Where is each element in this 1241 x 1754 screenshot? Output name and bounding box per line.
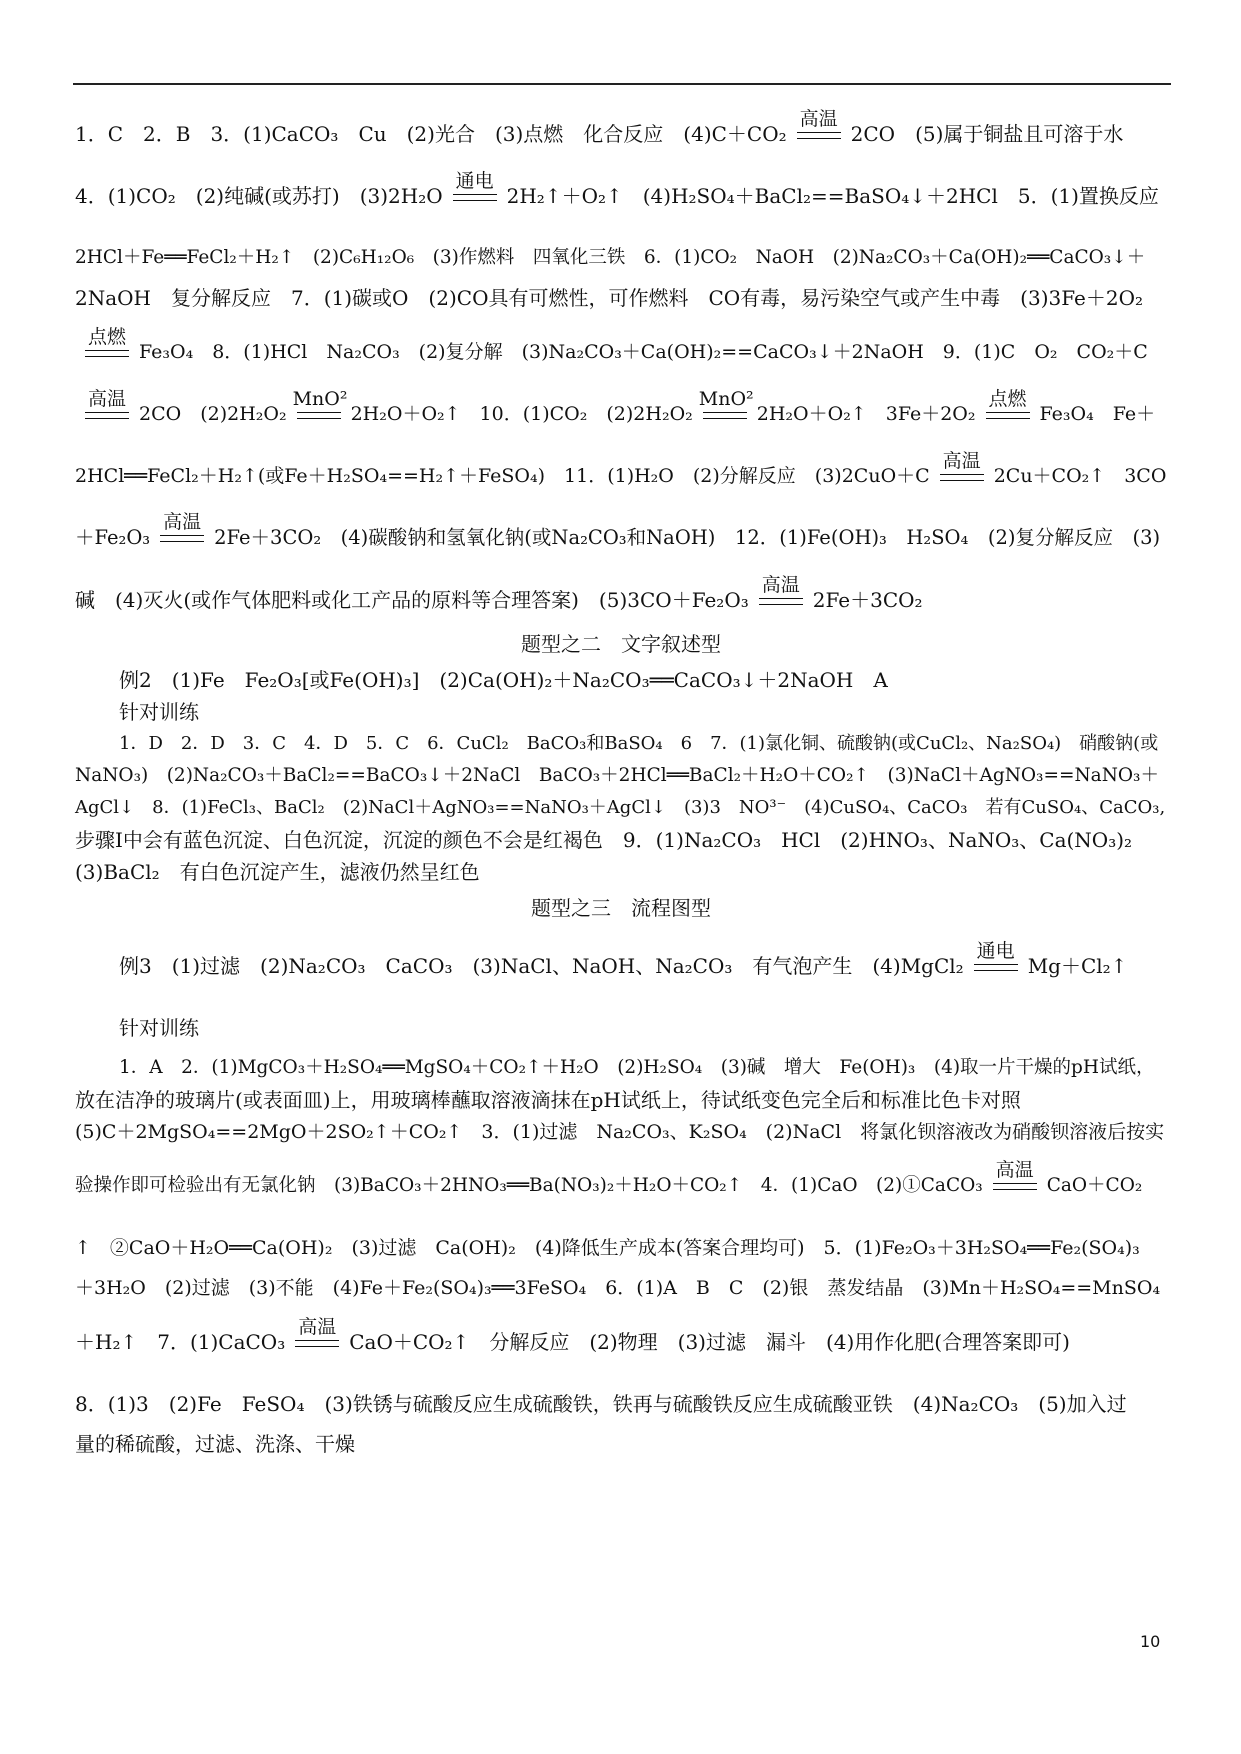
reaction-condition: [970, 940, 1022, 968]
double-bar: [85, 350, 129, 357]
double-bar: [297, 412, 341, 419]
answer-text: 2Fe＋3CO₂: [812, 588, 923, 612]
reaction-condition: [698, 387, 754, 416]
text-line: [75, 282, 1167, 314]
double-bar: [759, 598, 803, 605]
reaction-condition: [793, 108, 845, 136]
text-line: [75, 376, 1167, 438]
text-line: [75, 1272, 1167, 1304]
reaction-condition: [292, 387, 348, 416]
text-line: [75, 1428, 1167, 1460]
section-heading: 题型之二 文字叙述型: [521, 632, 721, 656]
text-line: [75, 664, 1167, 696]
answer-text: Mg＋Cl₂↑: [1027, 954, 1128, 978]
text-line: [75, 1052, 1167, 1084]
answer-text: (3)BaCl₂ 有白色沉淀产生，滤液仍然呈红色: [75, 860, 480, 884]
reaction-condition: [291, 1316, 343, 1344]
text-line: [75, 760, 1167, 792]
reaction-condition: [989, 1158, 1041, 1187]
answer-text: 2HCl══FeCl₂＋H₂↑(或Fe＋H₂SO₄==H₂↑＋FeSO₄) 11．(1)H₂O (2)分解反应 (3)2CuO＋C: [75, 465, 930, 487]
answer-text: 2CO (2)2H₂O₂: [139, 403, 287, 425]
text-line: [75, 856, 1167, 888]
answer-text: 碱 (4)灭火(或作气体肥料或化工产品的原料等合理答案) (5)3CO＋Fe₂O₃: [75, 588, 749, 612]
reaction-condition: [81, 387, 133, 416]
text-line: [75, 220, 1167, 282]
answer-text: ＋Fe₂O₃: [75, 526, 151, 549]
answer-text: 2Fe＋3CO₂ (4)碳酸钠和氢氧化钠(或Na₂CO₃和NaOH) 12．(1)Fe(OH)₃ H₂SO₄ (2)复分解反应 (3): [214, 526, 1161, 549]
answer-content: [75, 96, 1167, 1460]
answer-text: CaO＋CO₂: [1046, 1175, 1143, 1196]
section-heading: 题型之三 流程图型: [531, 896, 711, 920]
text-line: [75, 562, 1167, 624]
text-line: [75, 96, 1167, 158]
double-bar: [974, 964, 1018, 971]
condition-label: 高温: [761, 574, 800, 596]
reaction-condition: [936, 449, 988, 478]
text-line: [75, 1084, 1167, 1116]
condition-label: 通电: [976, 940, 1015, 962]
text-line: [75, 1210, 1167, 1272]
answer-text: AgCl↓ 8．(1)FeCl₃、BaCl₂ (2)NaCl＋AgNO₃==NaNO₃＋AgCl↓ (3)3 NO³⁻ (4)CuSO₄、CaCO₃ 若有CuSO₄、CaCO₃,: [75, 797, 1166, 818]
text-line: [75, 792, 1167, 824]
answer-text: 例3 (1)过滤 (2)Na₂CO₃ CaCO₃ (3)NaCl、NaOH、Na₂CO₃ 有气泡产生 (4)MgCl₂: [119, 954, 964, 978]
double-bar: [85, 412, 129, 419]
text-line: [75, 1148, 1167, 1210]
answer-text: 2H₂↑＋O₂↑ (4)H₂SO₄＋BaCl₂==BaSO₄↓＋2HCl 5．(1)置换反应: [506, 184, 1159, 208]
double-bar: [940, 474, 984, 481]
answer-text: NaNO₃) (2)Na₂CO₃＋BaCl₂==BaCO₃↓＋2NaCl BaCO₃＋2HCl══BaCl₂＋H₂O＋CO₂↑ (3)NaCl＋AgNO₃==NaNO₃＋: [75, 765, 1159, 786]
answer-text: 8．(1)3 (2)Fe FeSO₄ (3)铁锈与硫酸反应生成硫酸铁，铁再与硫酸铁反应生成硫酸亚铁 (4)Na₂CO₃ (5)加入过: [75, 1392, 1127, 1416]
condition-label: 高温: [163, 511, 202, 533]
double-bar: [993, 1183, 1037, 1190]
text-line: [75, 1116, 1167, 1148]
text-line: [75, 824, 1167, 856]
text-line: [75, 728, 1167, 760]
condition-label: MnO²: [292, 387, 348, 410]
answer-text: 1．D 2．D 3．C 4．D 5．C 6．CuCl₂ BaCO₃和BaSO₄ 6 7．(1)氯化铜、硫酸钠(或CuCl₂、Na₂SO₄) 硝酸钠(或: [119, 733, 1159, 754]
reaction-condition: [982, 387, 1034, 416]
double-bar: [703, 412, 747, 419]
text-line: [75, 438, 1167, 500]
answer-text: 2HCl＋Fe══FeCl₂＋H₂↑ (2)C₆H₁₂O₆ (3)作燃料 四氧化三铁 6．(1)CO₂ NaOH (2)Na₂CO₃＋Ca(OH)₂══CaCO₃↓＋: [75, 247, 1146, 268]
condition-label: MnO²: [698, 387, 754, 410]
answer-text: 2H₂O＋O₂↑ 3Fe＋2O₂: [756, 403, 976, 425]
condition-label: 高温: [995, 1158, 1034, 1181]
answer-text: 2Cu＋CO₂↑ 3CO: [993, 465, 1167, 487]
double-bar: [453, 194, 497, 201]
page-number: 10: [1140, 1632, 1161, 1651]
top-rule: [73, 83, 1171, 85]
double-bar: [160, 535, 204, 542]
condition-label: 高温: [799, 108, 838, 130]
answer-text: 4．(1)CO₂ (2)纯碱(或苏打) (3)2H₂O: [75, 184, 443, 208]
answer-text: 针对训练: [119, 700, 199, 724]
answer-text: Fe₃O₄ 8．(1)HCl Na₂CO₃ (2)复分解 (3)Na₂CO₃＋Ca(OH)₂==CaCO₃↓＋2NaOH 9．(1)C O₂ CO₂＋C: [139, 341, 1148, 363]
text-line: [75, 500, 1167, 562]
double-bar: [797, 132, 841, 139]
answer-text: (5)C＋2MgSO₄==2MgO＋2SO₂↑＋CO₂↑ 3．(1)过滤 Na₂CO₃、K₂SO₄ (2)NaCl 将氯化钡溶液改为硝酸钡溶液后按实: [75, 1121, 1165, 1143]
text-line: [75, 928, 1167, 990]
text-line: [75, 696, 1167, 728]
answer-text: Fe₃O₄ Fe＋: [1039, 403, 1156, 425]
reaction-condition: [156, 511, 208, 539]
answer-text: 1．C 2．B 3．(1)CaCO₃ Cu (2)光合 (3)点燃 化合反应 (4)C＋CO₂: [75, 122, 787, 146]
text-line: [75, 158, 1167, 220]
answer-text: 2H₂O＋O₂↑ 10．(1)CO₂ (2)2H₂O₂: [350, 403, 693, 425]
double-bar: [295, 1340, 339, 1347]
reaction-condition: [449, 170, 501, 198]
answer-text: 2NaOH 复分解反应 7．(1)碳或O (2)CO具有可燃性，可作燃料 CO有毒，易污染空气或产生中毒 (3)3Fe＋2O₂: [75, 286, 1143, 310]
text-line: [75, 1304, 1167, 1366]
reaction-condition: [755, 574, 807, 602]
answer-text: 步骤Ⅰ中会有蓝色沉淀、白色沉淀，沉淀的颜色不会是红褐色 9．(1)Na₂CO₃ HCl (2)HNO₃、NaNO₃、Ca(NO₃)₂: [75, 828, 1133, 852]
reaction-condition: [81, 325, 133, 354]
text-line: [75, 1366, 1167, 1428]
text-line: [75, 314, 1167, 376]
answer-text: ↑ ②CaO＋H₂O══Ca(OH)₂ (3)过滤 Ca(OH)₂ (4)降低生产成本(答案合理均可) 5．(1)Fe₂O₃＋3H₂SO₄══Fe₂(SO₄)₃: [75, 1237, 1140, 1259]
answer-text: 验操作即可检验出有无氯化钠 (3)BaCO₃＋2HNO₃══Ba(NO₃)₂＋H₂O＋CO₂↑ 4．(1)CaO (2)①CaCO₃: [75, 1175, 983, 1196]
condition-label: 点燃: [87, 325, 126, 348]
answer-text: 放在洁净的玻璃片(或表面皿)上，用玻璃棒蘸取溶液滴抹在pH试纸上，待试纸变色完全后和标准比色卡对照: [75, 1088, 1021, 1112]
answer-text: 例2 (1)Fe Fe₂O₃[或Fe(OH)₃] (2)Ca(OH)₂＋Na₂CO₃══CaCO₃↓＋2NaOH A: [119, 668, 888, 692]
answer-text: CaO＋CO₂↑ 分解反应 (2)物理 (3)过滤 漏斗 (4)用作化肥(合理答案即可): [349, 1330, 1070, 1354]
double-bar: [986, 412, 1030, 419]
text-line: [75, 990, 1167, 1052]
condition-label: 高温: [942, 449, 981, 472]
answer-text: ＋3H₂O (2)过滤 (3)不能 (4)Fe＋Fe₂(SO₄)₃══3FeSO₄ 6．(1)A B C (2)银 蒸发结晶 (3)Mn＋H₂SO₄==MnSO₄: [75, 1277, 1161, 1299]
answer-text: ＋H₂↑ 7．(1)CaCO₃: [75, 1330, 286, 1354]
condition-label: 高温: [87, 387, 126, 410]
answer-text: 量的稀硫酸，过滤、洗涤、干燥: [75, 1432, 355, 1456]
answer-text: 针对训练: [119, 1016, 199, 1040]
answer-text: 1．A 2．(1)MgCO₃＋H₂SO₄══MgSO₄＋CO₂↑＋H₂O (2)H₂SO₄ (3)碱 增大 Fe(OH)₃ (4)取一片干燥的pH试纸，: [119, 1057, 1155, 1078]
condition-label: 点燃: [988, 387, 1027, 410]
answer-text: 2CO (5)属于铜盐且可溶于水: [850, 122, 1124, 146]
condition-label: 通电: [455, 170, 494, 192]
condition-label: 高温: [298, 1316, 337, 1338]
